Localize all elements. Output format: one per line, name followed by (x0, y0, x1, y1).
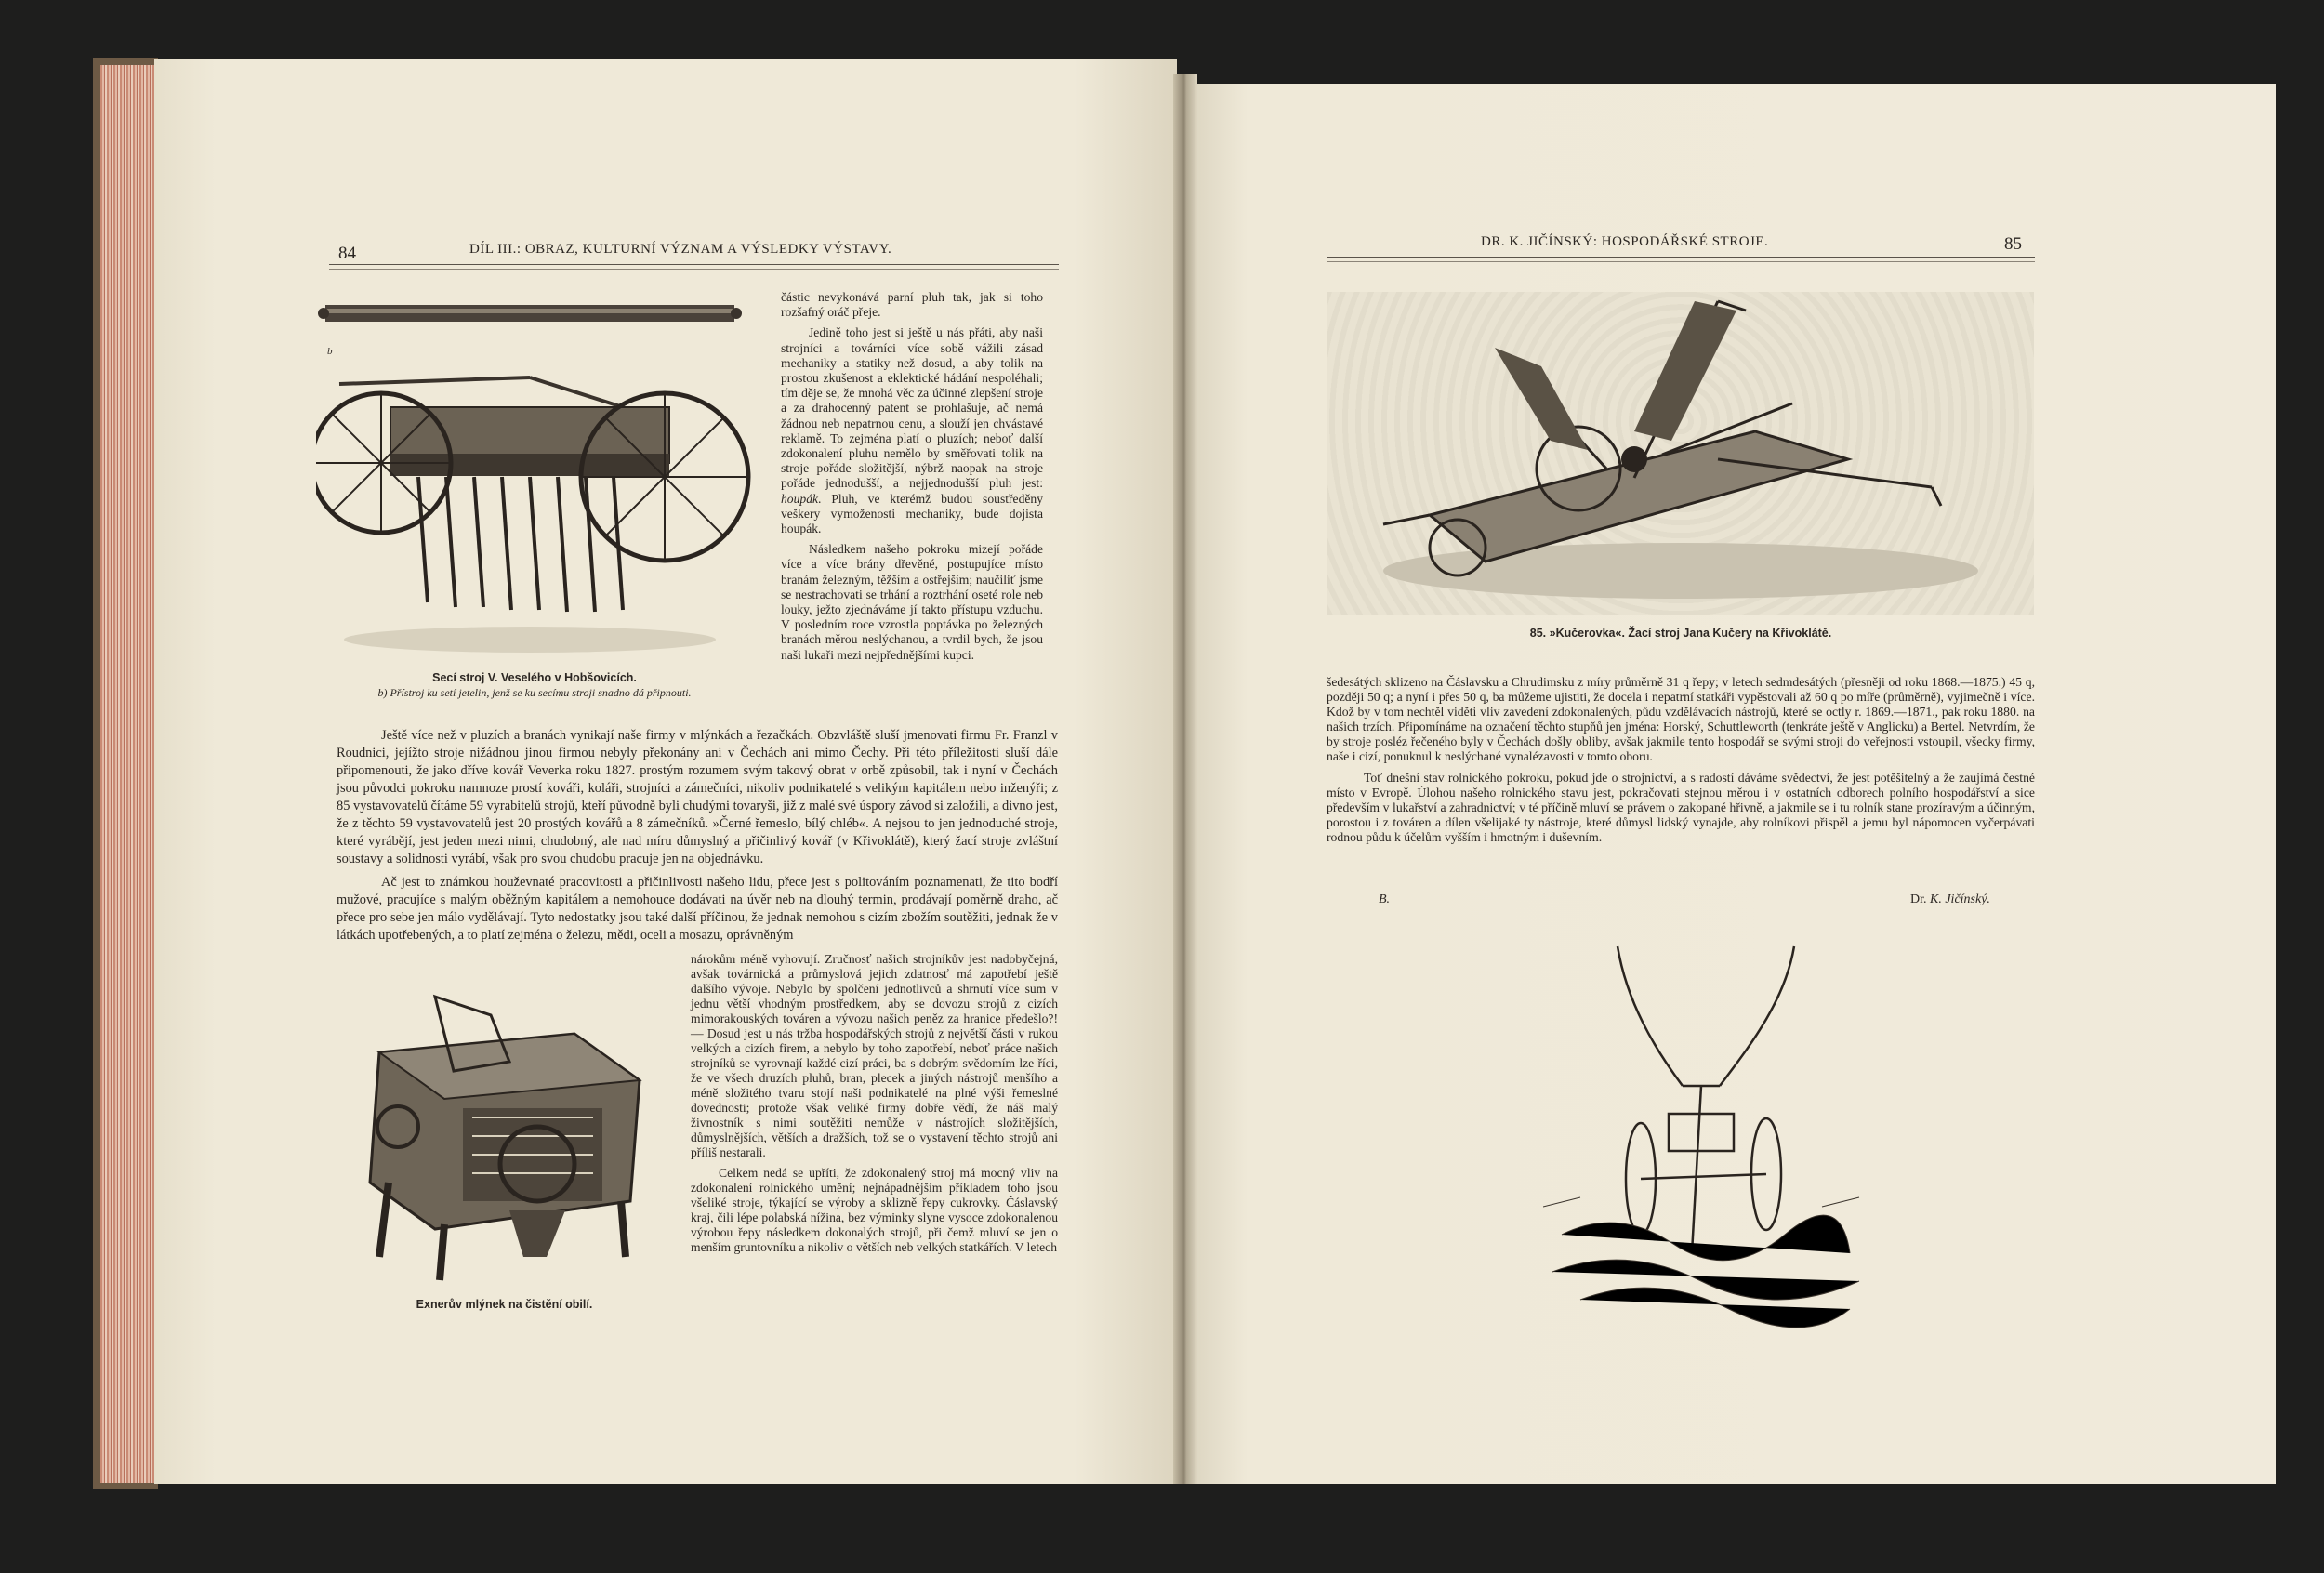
paragraph: Toť dnešní stav rolnického pokroku, pokud jde o strojnictví, a s radostí dáváme svědectví, že jest potěšitelný a že zaujímá čestné místo v Evropě. Úlohou našeho rolnického stavu jest, pokračovati stejnou měrou i v ostatních odborech polního hospodářství a sice především v lukařství a zahradnictví; v té příčině mluví se právem o zakopané hřivně, a jakmile se i tu rolník stane prozíravým a účinným, porostou i z továren a dílen všelijaké ty nástroje, které důmysl lidský vynajde, aby rolníkovi přispěl a jemu byl nápomocen vyčerpávati rodnou půdu k účelům vyšším i hmotným i duševním. (1327, 770, 2035, 844)
paragraph: nárokům méně vyhovují. Zručnosť našich strojníkův jest nadobyčejná, avšak továrnická a průmyslová jejich zdatnosť má zapotřebí ještě dalšího vývoje. Nebylo by spolčení jednotlivců a shrnutí více sum v jednu větší vhodným prostředkem, aby se dovozu strojů z cizích mimorakouských továren a vývozu našich peněz za hranice předešlo?! — Dosud jest u nás tržba hospodářských strojů z největší části v rukou velkých a cizích firem, a nebylo by toho zapotřebí, neboť práce našich strojníků se vyrovnají každé cizí práci, ba s dobrým svědomím lze říci, že ve všech druzích pluhů, bran, plecek a jiných nástrojů menšího a méně složitého tvaru stojí naši podnikatelé na plné výši řemeslné dovednosti; protože však veliké firmy dobře vědí, že náš malý živnostník s nimi soutěžiti nemůže v nástrojích složitějších, důmyslnějších, větších a dražších, tož se o vystavení těchto strojů ani příliš nestarali. (691, 952, 1058, 1159)
paragraph: Ač jest to známkou houževnaté pracovitosti a přičinlivosti našeho lidu, přece jest s politováním poznamenati, že tito bodří mužové, pracujíce s malým oběžným kapitálem a nemohouce dodávati na úvěr neb na dlouhý termin, prodávají poměrně draho, ač přece pro sebe jen málo vydělávají. Tyto nedostatky jsou také další příčinou, že jednak nemohou s cizím zbožím soutěžiti, jednak že v látkách upotřebených, a to platí zejména o železu, mědi, oceli a mosazu, oprávněným (337, 875, 1058, 943)
paragraph: Následkem našeho pokroku mizejí pořáde více a více brány dřevěné, postupujíce místo branám železným, těžším a ostřejším; naučiliť jsme se nestrachovati se trhání a roztrhání oseté role neb louky, ježto zjednáváme jí takto přístupu vzduchu. V posledním roce vzrostla poptávka po železných branách měrou neslýchanou, a tvrdil bych, že jsou naši lukaři mezi nejpřednějšími kupci. (781, 542, 1043, 662)
signature-prefix: Dr. (1910, 892, 1927, 906)
seed-drill-illustration (316, 296, 753, 663)
figure-part-label: b (327, 346, 333, 357)
running-head: DR. K. JIČÍNSKÝ: HOSPODÁŘSKÉ STROJE. (1481, 234, 1769, 249)
paragraph-text: Jedině toho jest si ještě u nás přáti, aby naši strojníci a továrníci více sobě vážili zásad mechaniky a statiky než dosud, a aby tolik na prostou zkušenost a eklektické hádání nespoléhali; tím děje se, že mnohá věc za účinné zlepšení stroje a za drahocenný patent se prohlašuje, ač nemá žádnou neb nepatrnou cenu, a slouží jen chvástavé reklamě. To zejména platí o pluzích; neboť další zdokonalení pluhu nemělo by směřovati tolik na stroje pořáde složitější, nýbrž naopak na stroje pořáde jednodušší, a nejjednodušší pluh jest: (781, 325, 1043, 491)
signature-name: K. Jičínský. (1930, 892, 1990, 906)
header-rule (1327, 257, 2035, 262)
figure-caption-seed-drill: Secí stroj V. Veselého v Hobšovicích. (432, 671, 637, 684)
paragraph: částic nevykonává parní pluh tak, jak si toho rozšafný oráč přeje. (781, 290, 1043, 320)
paragraph-text: . Pluh, ve kterémž budou soustředěny veškery vymoženosti mechaniky, bude dojista houpák. (781, 491, 1043, 536)
paragraph: Celkem nedá se upříti, že zdokonalený stroj má mocný vliv na zdokonalení rolnického umění; nejnápadnějším příkladem toho jsou všeliké stroje, týkající se výroby a sklizně řepy cukrovky. Čáslavský kraj, čili lépe polabská nížina, bez výminky slyne vysoce zdokonalenou výrobou řepy následkem dokonalých strojů, při čemž mluví se jen o menším gruntovníku a nikoliv o větších neb velkých statkářích. V letech (691, 1166, 1058, 1254)
text-column-top (781, 290, 1043, 663)
emphasis-text: houpák (781, 491, 819, 506)
plough-illustration (1543, 928, 1868, 1337)
page-number: 85 (2004, 234, 2022, 254)
figure-caption-grain-mill: Exnerův mlýnek na čistění obilí. (416, 1298, 593, 1311)
page-number: 84 (338, 244, 356, 263)
figure-subcaption-seed-drill: b) Přístroj ku setí jetelin, jenž se ku secímu stroji snadno dá připnouti. (377, 686, 692, 699)
header-rule (329, 264, 1059, 270)
signature-initial: B. (1379, 892, 1391, 906)
book-gutter (1173, 74, 1197, 1484)
author-signature (1910, 892, 1990, 907)
figure-caption-reaper: 85. »Kučerovka«. Žací stroj Jana Kučery na Křivoklátě. (1529, 627, 1832, 640)
text-full-width (337, 727, 1058, 945)
reaper-illustration (1327, 292, 2034, 615)
text-body (1327, 675, 2035, 845)
paragraph: Ještě více než v pluzích a branách vynikají naše firmy v mlýnkách a řezačkách. Obzvláště sluší jmenovati firmu Fr. Franzl v Roudnici, jejížto stroje nižádnou jinou firmou nebyly překonány ani v Čechách ani mimo Čechy. Při této příležitosti sluší dále připomenouti, že jako dříve kovář Veverka roku 1827. prostým rozumem svým takový obrat v orbě způsobil, tak i nyní v Čechách jsou původci pokroku namnoze prostí kováři, koláři, strojníci a zámečníci, nikoliv podnikatelé s velikým kapitálem nebo inženýři; z 85 vystavovatelů čítáme 59 vyrabitelů strojů, kteří původně byli chudými tovaryši, již z malé své úspory závod si založili, a divno jest, že z těchto 59 vystavovatelů jest 20 prostých kovářů a 8 zámečníků. »Černé řemeslo, bílý chléb«. A nejsou to jen jednoduché stroje, které vyrábějí, jest jeden mezi nimi, chudobný, ale nad míru důmyslný a přičinlivý kovář (v Křivoklátě), který žací stroje zvláštní soustavy a solidnosti vyrábí, však pro svou chudobu pracuje jen na objednávku. (337, 728, 1058, 866)
page-edges (100, 65, 158, 1483)
grain-mill-illustration (324, 978, 686, 1289)
paragraph: šedesátých sklizeno na Čáslavsku a Chrudimsku z míry průměrně 31 q řepy; v letech sedmdesátých (přesněji od roku 1868.—1875.) 45 q, později 50 q; a nyní i přes 50 q, ba můžeme ujistiti, že docela i nepatrní statkáři vypěstovali až 60 q po míře (průměrně), vyjimečně i více. Kdož by v tom nechtěl viděti vliv zavedení zdokonalených, půdu vzdělávacích nástrojů, které se octly r. 1869.—1871., pak roku 1880. na našich trzích. Připomínáme na označení těchto stupňů jen jména: Horský, Schuttleworth (tenkráte ještě v Anglicku) a Bertel. Netvrdím, že by stroje posléz řečeného byly v Čechách došly obliby, avšak jakmile tento hospodář se svými stroji do veřejnosti vstoupil, všecky firmy, naše i cizí, ponuknul k neslýchané vynalézavosti v tomto oboru. (1327, 675, 2035, 764)
running-head: DÍL III.: OBRAZ, KULTURNÍ VÝZNAM A VÝSLEDKY VÝSTAVY. (469, 242, 892, 257)
text-column-bottom (691, 952, 1058, 1255)
paragraph (781, 325, 1043, 536)
